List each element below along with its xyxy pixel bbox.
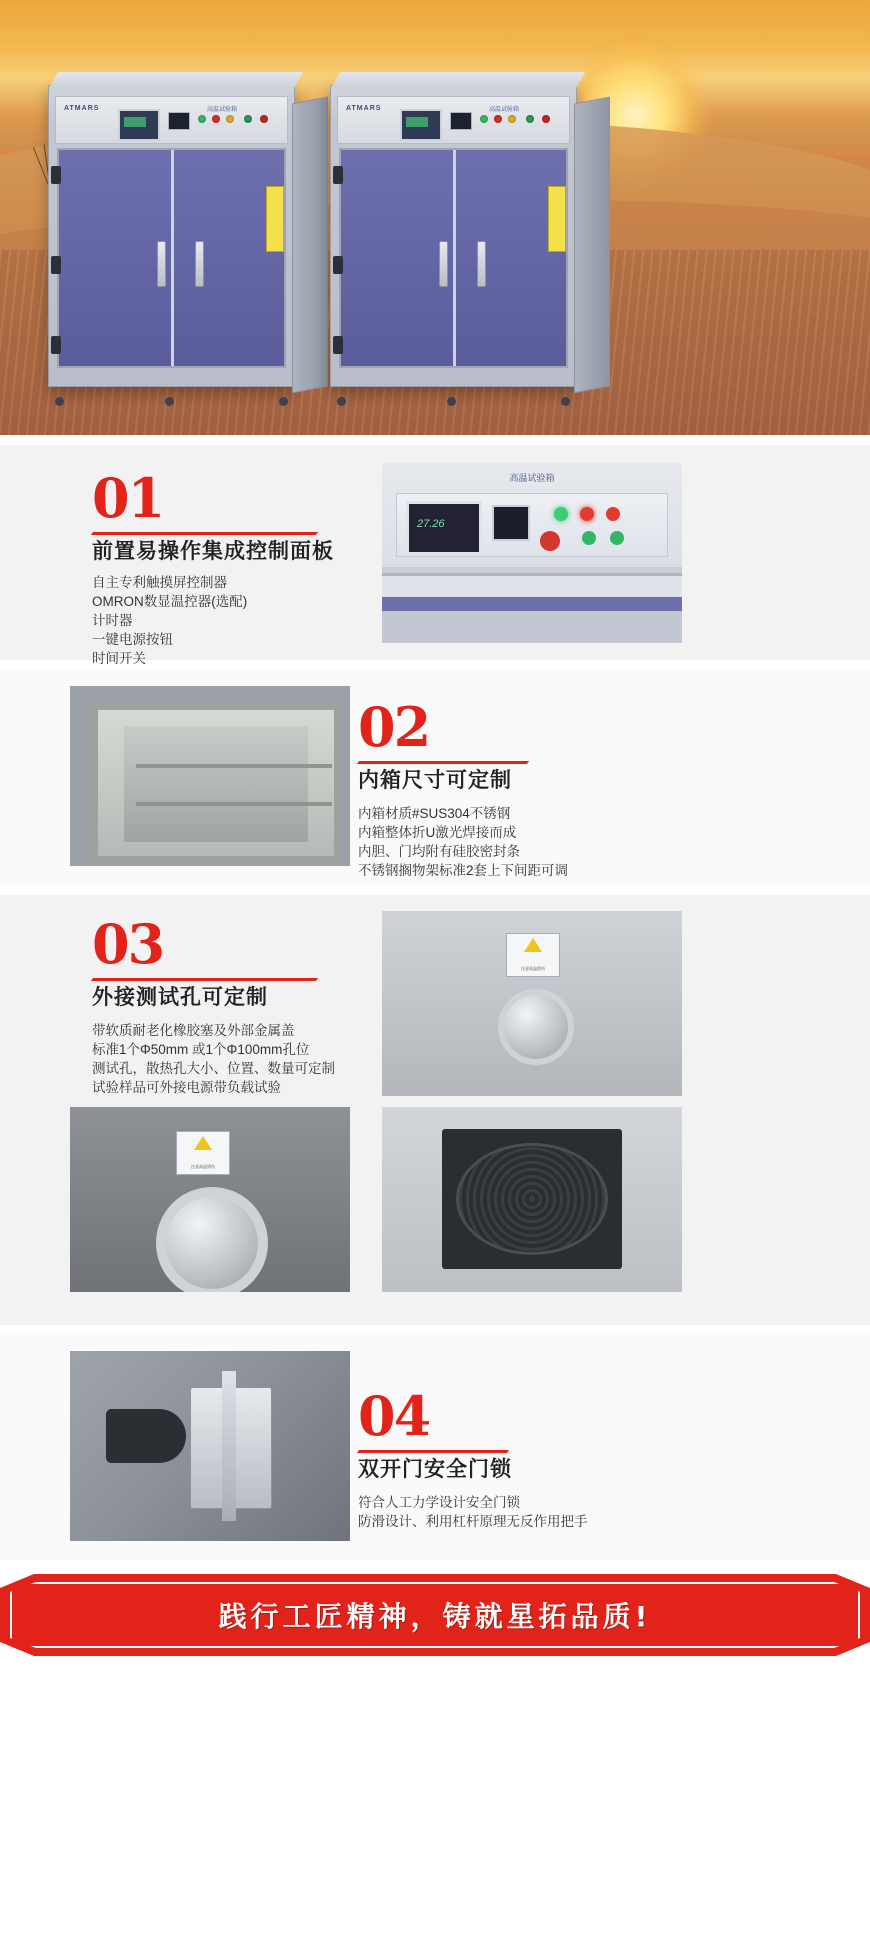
bullet-item: 测试孔，散热孔大小、位置、数量可定制: [92, 1061, 335, 1076]
slogan-text: 践行工匠精神，铸就星拓品质!: [218, 1600, 652, 1633]
oven-double-door[interactable]: [57, 148, 286, 368]
indicator-lamp-red: [580, 507, 594, 521]
caster-wheels: [55, 386, 288, 406]
accent-underline: [357, 1450, 509, 1453]
door-handle-left[interactable]: [439, 241, 448, 287]
warning-label: [176, 1131, 230, 1175]
oven-side-panel: [574, 97, 610, 394]
door-hinge: [333, 166, 343, 184]
feature-text-04: [358, 1384, 588, 1531]
accent-underline: [357, 761, 529, 764]
indicator-lamp-green: [480, 115, 488, 123]
control-panel-strip: [337, 96, 570, 144]
warning-sticker: [266, 186, 284, 252]
emergency-stop-button[interactable]: [540, 531, 560, 551]
warning-label-text: 注意高温烫伤: [191, 1164, 215, 1169]
feature-number: 02: [358, 695, 430, 759]
door-handle-left[interactable]: [157, 241, 166, 287]
bullet-item: 时间开关: [92, 651, 146, 666]
indicator-lamp-red-2: [606, 507, 620, 521]
test-port-open[interactable]: [156, 1187, 268, 1292]
feature-text-03: [92, 912, 335, 1097]
indicator-lamp-red: [212, 115, 220, 123]
feature-title: 内箱尺寸可定制: [358, 769, 512, 792]
door-hinge: [333, 336, 343, 354]
feature-bullets-02: [358, 804, 568, 880]
bullet-item: 带软质耐老化橡胶塞及外部金属盖: [92, 1023, 295, 1038]
bullet-item: 内箱材质#SUS304不锈钢: [358, 806, 511, 821]
feature-photo-door-lock: [70, 1351, 350, 1541]
door-handle-right[interactable]: [477, 241, 486, 287]
bullet-item: 一键电源按钮: [92, 632, 173, 647]
feature-section-03: [0, 895, 870, 1325]
power-button[interactable]: [582, 531, 596, 545]
bullet-item: 符合人工力学设计安全门锁: [358, 1495, 520, 1510]
feature-bullets-03: [92, 1021, 335, 1097]
machine-label: 高温试验箱: [206, 107, 237, 113]
feature-section-01: [0, 445, 870, 666]
oven-side-panel: [292, 97, 328, 394]
indicator-lamp-amber: [226, 115, 234, 123]
bullet-item: 试验样品可外接电源带负载试验: [92, 1080, 281, 1095]
indicator-lamp-green: [554, 507, 568, 521]
feature-photo-test-port-top: [382, 911, 682, 1096]
temperature-meter: [168, 112, 190, 130]
inner-chamber: [92, 704, 340, 862]
feature-title: 外接测试孔可定制: [92, 986, 268, 1009]
indicator-lamp-green: [198, 115, 206, 123]
section-divider: [0, 885, 870, 895]
accent-underline: [91, 532, 318, 535]
fan-grill-icon: [456, 1143, 608, 1255]
shelf-rack: [136, 802, 332, 806]
door-hinge: [51, 256, 61, 274]
footer-slogan-banner: [0, 1560, 870, 1670]
feature-title: 双开门安全门锁: [358, 1458, 512, 1481]
shelf-rack: [136, 764, 332, 768]
emergency-stop-button[interactable]: [542, 115, 550, 123]
bullet-item: 标准1个Φ50mm 或1个Φ100mm孔位: [92, 1042, 310, 1057]
cabinet-body-stripes: [382, 567, 682, 643]
door-hinge: [51, 336, 61, 354]
fan-guard: [442, 1129, 622, 1269]
warning-sticker: [548, 186, 566, 252]
temperature-meter: [450, 112, 472, 130]
hmi-touchscreen[interactable]: [118, 109, 160, 141]
feature-photo-exhaust-fan: [382, 1107, 682, 1292]
warning-label: [506, 933, 560, 977]
oven-unit-left: [48, 85, 295, 387]
hmi-touchscreen[interactable]: [400, 109, 442, 141]
door-hinge: [333, 256, 343, 274]
section-divider: [0, 1325, 870, 1335]
feature-photo-test-port-bottom: [70, 1107, 350, 1292]
photo-caption: 高温试验箱: [509, 473, 555, 483]
feature-number: 04: [358, 1384, 430, 1448]
feature-title: 前置易操作集成控制面板: [92, 540, 334, 563]
oven-double-door[interactable]: [339, 148, 568, 368]
control-panel-strip: [55, 96, 288, 144]
caster-wheels: [337, 386, 570, 406]
feature-number: 01: [92, 466, 164, 530]
power-button[interactable]: [244, 115, 252, 123]
accent-underline: [91, 978, 318, 981]
lock-bar: [222, 1371, 236, 1521]
feature-bullets-04: [358, 1493, 588, 1531]
test-port-cap[interactable]: [498, 989, 574, 1065]
hmi-reading: 27.26: [417, 518, 445, 530]
bullet-item: 自主专利触摸屏控制器: [92, 575, 227, 590]
keypad-module[interactable]: [492, 505, 530, 541]
feature-section-02: [0, 670, 870, 885]
feature-number: 03: [92, 912, 164, 976]
brand-logo: ATMARS: [64, 105, 100, 112]
bullet-item: 内胆、门均附有硅胶密封条: [358, 844, 520, 859]
bullet-item: 计时器: [92, 613, 133, 628]
hero-banner: [0, 0, 870, 435]
feature-photo-chamber: [70, 686, 350, 866]
door-handle-grip[interactable]: [106, 1409, 186, 1463]
indicator-lamp-amber: [508, 115, 516, 123]
power-button[interactable]: [526, 115, 534, 123]
feature-photo-control-panel: [382, 463, 682, 643]
emergency-stop-button[interactable]: [260, 115, 268, 123]
indicator-lamp-red: [494, 115, 502, 123]
machine-label: 高温试验箱: [488, 107, 519, 113]
oven-top-panel: [49, 72, 303, 88]
bullet-item: 内箱整体折U激光焊接而成: [358, 825, 517, 840]
oven-unit-right: [330, 85, 577, 387]
door-handle-right[interactable]: [195, 241, 204, 287]
bullet-item: 不锈钢搁物架标准2套上下间距可调: [358, 863, 569, 878]
start-button[interactable]: [610, 531, 624, 545]
brand-logo: ATMARS: [346, 105, 382, 112]
warning-label-text: 注意高温烫伤: [521, 966, 545, 971]
section-divider: [0, 435, 870, 445]
oven-top-panel: [331, 72, 585, 88]
bullet-item: 防滑设计、利用杠杆原理无反作用把手: [358, 1514, 588, 1529]
door-hinge: [51, 166, 61, 184]
bullet-item: OMRON数显温控器(选配): [92, 594, 248, 609]
feature-section-04: [0, 1335, 870, 1560]
hmi-screen[interactable]: [406, 501, 482, 555]
feature-text-02: [358, 695, 569, 880]
